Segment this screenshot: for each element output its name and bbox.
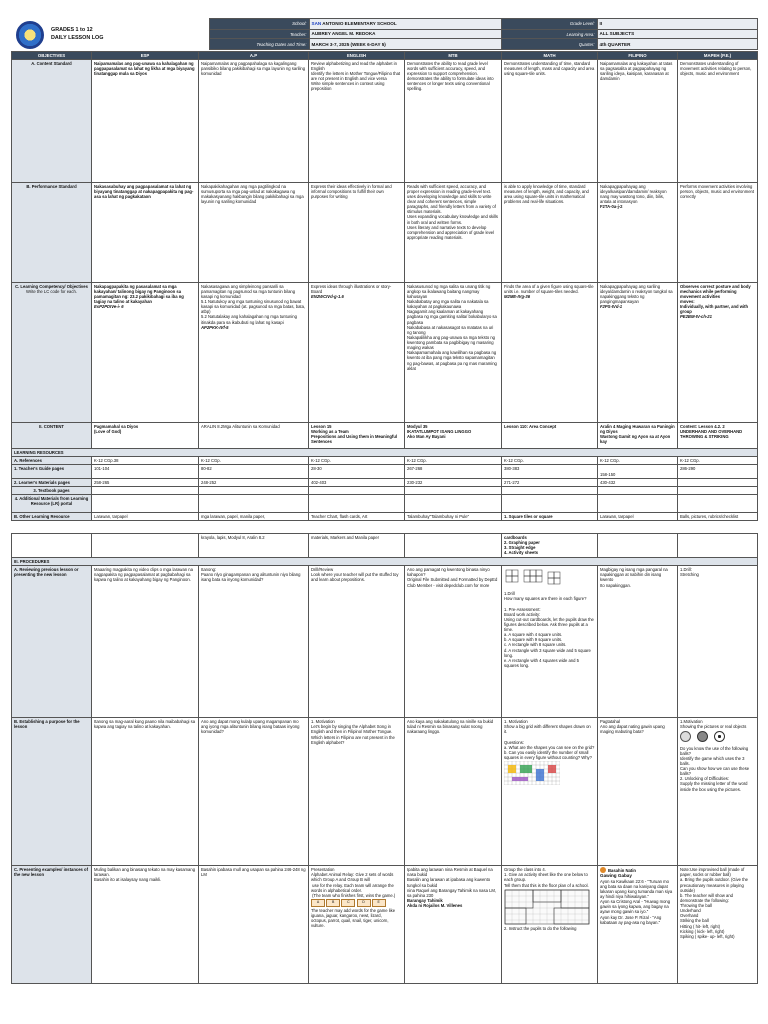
shapes-grid-figure [504,761,560,785]
deped-seal-cell [11,19,49,51]
cell-text: Gawing Gabay [600,873,632,879]
learning-resources-label: LEARNING RESOURCES [12,448,758,456]
squares-figure [504,568,564,590]
learning-resources-row [12,448,758,456]
lc-code: F2PS-IVd-1 [600,304,623,310]
story-title: Barangay Tahimik Akda ni Rojailos M. Villenes [407,897,463,908]
deped-seal-icon [16,21,44,49]
table-cell: 230-232 [405,478,502,486]
performance-standard-label: B. Performance Standard [12,182,92,282]
cell-text: 1.Drill How many squares are there in each figure? 1. Pre-Assessment: Board work activity: Using cut-out cardboards, let the pupils draw the figures described below. Ask three pupils at a time. a. A square with 4 square units. b. A square with 9 square units. c. A rectangle with 8 square units. d. A rectangle with 3 square wide and 5 square long. e. A rectangle with 4 squares wide and 5 squares long. [504,591,594,668]
table-cell [92,282,199,422]
presenting-label: C. Presenting examples/ instances of the new lesson [12,866,92,984]
lc-code: M2ME-IVg-36 [504,293,531,299]
cell-text: Group the class into 4. 1. Give an activity sheet like the one below to each group. Tell them that this is the floor plan of a school. [504,867,589,888]
table-cell: Drill/Review Look where your teacher will put the stuffed toy and learn about prepositions. [309,566,405,718]
textbook-label: 3. Textbook pages [12,487,92,495]
col-english: ENGLISH [309,51,405,59]
grade-label: Grade Level: [501,19,597,30]
area-label: Learning Area: [501,30,597,39]
dates-value: MARCH 3-7, 2025 (WEEK 6-DAY 5) [309,39,501,50]
references-label: A. References [12,456,92,464]
col-filipino: FILIPINO [598,51,678,59]
table-cell: 1.Drill: Stretching [678,566,758,718]
table-cell [405,866,502,984]
teacher-value: AUBREY ANGEL M. REDOKA [309,30,501,39]
cell-text: Nakapagpapahayag ang ideya/kaisipan/damdamin/ reaksyon nang may wastong tono, diin, bilis, antala at intonasyon [600,183,667,205]
column-header-row [12,51,758,59]
table-cell: ARALIN 8.2Mga Alituntunin sa Komunidad [199,422,309,448]
volleyball-icon [680,731,691,742]
col-esp: ESP [92,51,199,59]
table-cell: 248-252 [199,478,309,486]
table-cell: Talambuhay"Talambuhay ni Pule" [405,513,502,521]
cell-text: Ipabita ang larawan nina Resmin at Baquel na nasa bukid Basalin ang larawan at ipabasa ang kuwento tungkol sa bukid nina Raquel ang Barangay Tahimik na nasa LM, sa pahina 230 [407,867,497,898]
table-cell: 80-82 [199,464,309,478]
cell-text: Presentation Alphabet Animal Relay: Give 2 sets of words which Group A and Group B will use for the relay. Each team will arrange the words in alphabetical order. (The team who finishes first, wins the game.) [311,867,396,898]
table-cell: Ano ang dapat mong kulalp upang magampanan mo ang iyong mga alituntunin bilang isang bataas inyong komunidad? [199,718,309,866]
table-cell: materials, Markers and Manila paper [309,534,405,558]
table-cell: krayola, lapis, Modyul 8, Aralin 8.2 [199,534,309,558]
table-cell: Review alphabetizing and read the alphabet in English Identify the letters in Mother Tongue/Filipino that are not present in English and vice versa Write simple sentences in context using preposition [309,59,405,182]
table-cell: 286-290 [678,464,758,478]
table-cell: K-12 CGp. [199,456,309,464]
table-cell: 267-268 [405,464,502,478]
floor-plan-figure [504,889,590,925]
table-cell: K-12 CGp. [598,456,678,464]
page-one [11,18,757,521]
performance-standard-row [12,182,758,282]
additional-materials-row [12,495,758,513]
presenting-row [12,866,758,984]
table-cell: Demonstrates the ability to read grade level words with sufficient accuracy, speed, and expression to support comprehension. demonstrates the ability to formulate ideas into sentences or longer texts using conventional spelling. [405,59,502,182]
header-table [11,18,758,51]
table-cell: K-12 CGp. [678,456,758,464]
cell-text: The teacher may add words for the game like iguana, jaguar, kangaroo, newt, lizard, octopus, parrot, quail, snail, tiger, unicorn, vulture. [311,907,396,929]
table-cell: Itanong sa mag-aaral kung paano nila maibabahagi sa kapwa ang tagiay na talino at kakayahan. [92,718,199,866]
table-cell: Larawan, tarpapel [598,513,678,521]
purpose-row [12,718,758,866]
competency-row [12,282,758,422]
lc-code: F2TA-0a-j-2 [600,204,623,210]
balls-figure [680,731,755,743]
table-cell: is able to apply knowledge of time, standard measures of length, weight, and capacity, and area using square-tile units in mathematical problems and real-life situations. [502,182,598,282]
table-cell [678,478,758,486]
table-cell: K-12 CGp. [309,456,405,464]
table-cell: Lesson 110: Area Concept [502,422,598,448]
textbook-row [12,487,758,495]
learners-materials-row [12,478,758,486]
table-cell: Basahin ipabasa mull ang usapan sa pahina 246-248 ng LM [199,866,309,984]
competency-label: C. Learning Competency/ Objectives [15,283,88,289]
table-cell: K-12 CGp.38 [92,456,199,464]
dates-label: Teaching Dates and Time: [209,39,309,50]
log-title: DAILY LESSON LOG [51,34,104,41]
col-math: MATH [502,51,598,59]
table-cell: 101-104 [92,464,199,478]
references-row [12,456,758,464]
table-cell [598,182,678,282]
grade-value: II [597,19,757,30]
table-cell: 28-30 [309,464,405,478]
table-cell: cardboards 2. Graphing paper 3. Straight edge 4. Activity sheets [502,534,598,558]
alphabet-box: E [372,899,386,907]
document-title [49,19,209,51]
table-cell: Nakasusunod ng mga salita sa unang titik ng angkop sa ikalawang baitang nangmay kahusayan Nakababatay ang mga salita na nakatala sa kakayahan at pagkakaunawa Nagagamit ang kaalaman at kakayahang pagbasa ng mga gamiting salita/ bokabularyo sa pagbasa Nakababasa at nakasasagot sa matatas na uri ng tanong Nakapalilikha ang pag-unawa sa mga teksto ng kwentong pambata sa pagbibigay ng masaring maging wakas Nakapamamahala ang kawilihan sa pagbasa ng kwento at iba pang mga teksto sapamamagitan ng pag-bawas, at pagbasa pa ng mas maraming aklat [405,282,502,422]
col-ap: A.P [199,51,309,59]
table-cell: Express their ideas effectively in formal and informal compositions to fulfill their own purposes for writing [309,182,405,282]
alphabet-box: D [357,899,371,907]
teachers-guide-row [12,464,758,478]
area-value: ALL SUBJECTS [597,30,757,39]
table-cell: Performs movement activities involving person, objects, music and environment correctly [678,182,758,282]
table-cell: Naipamamalas ang pagpapahalaga sa kagalingang pansibiko bilang pakikibahagi sa mga layunin ng sariling komunidad [199,59,309,182]
teachers-guide-label: 1. Teacher's Guide pages [12,464,92,478]
other-resources-label: B. Other Learning Resource [12,513,92,521]
table-cell: Maaaring magpakita ng video clips o mga larawan na nagpapakita ng pagpapasalamat at pagbabahagi sa kapwa ng talino at kakayahang bigay ng Panginoon. [92,566,199,718]
table-cell: Magbigay ng isang mga pangaral na napakinggan at nabihin din isang kwento Ito napakinggan. [598,566,678,718]
table-cell [309,866,405,984]
table-cell [309,282,405,422]
lc-code: EN2WCIVd-g-1.6 [311,293,344,299]
table-cell [598,282,678,422]
table-cell: K-12 CGp. [502,456,598,464]
lc-code: EsP2PDIVe-i- 6 [94,304,124,310]
cell-text: Observes correct posture and body mechanics while performing movement activities moves: Individually, with partner, and with group [680,283,751,315]
alphabet-box: B [326,899,340,907]
table-cell: Demonstrates understanding of movement activities relating to person, objects, music and environment [678,59,758,182]
content-row [12,422,758,448]
table-cell: Teacher Chart, flash cards, Art [309,513,405,521]
table-cell [598,866,678,984]
table-cell: Nakapakikahagahan ang mga pagtilingkod na sumusuporta sa mga pag-unlad at nakakagawa ng makakasyanang hakbangin bilang pakikibahagi sa mga layunin ng sariling komunidad [199,182,309,282]
table-cell [678,718,758,866]
procedures-row [12,558,758,566]
table-cell: Lesson 15 Working as a Team Prepositions and Using them in Meaningful Sentences [309,422,405,448]
additional-materials-label: 4. Additional Materials from Learning Resource (LR) portal [12,495,92,513]
table-cell: 1. Motivation Let's begin by singing the Alphabet Song in English and then in Filipino/ Mother Tongue. Which letters in Filipino are not present in the English alphabet? [309,718,405,866]
cell-text: Nakasasagawa ang simpleinong pansarili sa pamamagitan ng pagsunod sa mga tuntunin bilang kasapi ng komunidad 5.1 Natutukoy ang mga tuntuning sinusunod ng bawat kasapi sa komunidad (at. pagsunod sa mga batas, bata, atbp) 5.2 Natutalakay ang kahalagahan ng mga tuntuning itinakda para sa ikabubuti ng lahat ng kasapi [201,283,306,325]
other-resources-row [12,513,758,521]
cell-text: Do you know the use of the following balls? Identify the game which uses the 3 balls. Can you show how we can use these balls? 2. Unlocking of Difficulties: Supply the missing letter of the word inside the box using the pictures. [680,745,750,792]
table-cell: Pagtatahal Ano ang dapat nating gawin upang maging mabuting bata? [598,718,678,866]
lc-code: AP2PKK-IVf-5 [201,324,229,330]
table-cell: 158-150 [598,464,678,478]
table-cell [199,282,309,422]
teacher-label: Teacher: [209,30,309,39]
table-cell: mga larawan, papel, manila paper, [199,513,309,521]
table-cell: Ano ang pamagat ng kwentong binasa ninyo kahapon? Original File Submitted and Formatted by DepEd Club Member - visit depedclub.com for more [405,566,502,718]
table-cell: Reads with sufficient speed, accuracy, and proper expression in reading grade-level text. uses developing knowledge and skills to write clear and coherent sentences, simple paragraphs, and friendly letters from a variety of stimulus materials. Uses expanding vocabulary knowledge and skills in both oral and written forms. Uses literary and narrative texts to develop comprehension and appreciation of grade level appropriate reading materials. [405,182,502,282]
table-cell: 380-383 [502,464,598,478]
purpose-label: B. Establishing a purpose for the lesson [12,718,92,866]
table-cell [502,866,598,984]
competency-sublabel: Write the LC code for each. [26,288,77,294]
table-cell: Larawan, tarpapel [92,513,199,521]
school-prefix: SAN [311,21,322,27]
table-cell [502,566,598,718]
procedures-label: III. PROCEDURES [12,558,758,566]
soccer-ball-icon [714,731,725,742]
table-cell: 430-432 [598,478,678,486]
reviewing-label: A. Reviewing previous lesson or presenting the new lesson [12,566,92,718]
table-cell: Modyul 35 IKATATLUMPOT ISANG LINGGO Ako Man Ay Bayani [405,422,502,448]
table-cell [502,718,598,866]
table-cell: Ano kaya ang nakakatulong na ninille sa bukid tulad ni Resmin sa binasang sulat noong nakaraang linggo. [405,718,502,866]
col-objectives: OBJECTIVES [12,51,92,59]
cell-text: Nakapagpapakita ng pasasalamat sa mga kakayahan/ talinong bigay ng Panginoon sa pamamagitan ng: 23.2 pakikibahagi sa iba ng tagiay na talino at kakayahan [94,283,184,305]
quarter-value: 4th QUARTER [597,39,757,50]
lc-code: PE2BM-IV-ch-21 [680,314,712,320]
cell-text: 1.Motivation Showing the pictures or real objects [680,719,747,730]
cell-text: 2. Instruct the pupils to do the following [504,925,577,931]
table-cell: Naipamamalas ang kakayahan at tatas sa pagsasalita at pagpapahayag ng sariling ideya, kaisipan, karanasan at damdamin [598,59,678,182]
table-cell: Naipamamalas ang pag-unawa sa kahalagahan ng pagpapasalamat sa lahat ng likha at mga biyayang tinatanggap mula sa Diyos [92,59,199,182]
alphabet-box: C [341,899,355,907]
school-label: School: [209,19,309,30]
table-cell: Note:Use improvised ball (made of paper, socks or rubber ball) a. Bring the pupils outdoor. (Give the precautionary measures in playing outside) b. The teacher will show and demonstrate the following: Throwing the ball Underhand Overhand Striking the ball Hitting ( hit- left, right) Kicking ( kick- left, right) Spiking ( spike- up- left, right) [678,866,758,984]
school-name: ANTONIO ELEMENTARY SCHOOL [321,21,397,27]
alphabet-boxes [311,899,402,907]
page-two [11,533,757,984]
table-cell: Content: Lesson 4.2. 2 UNDERHAND AND OVERHAND THROWING & STRIKING [678,422,758,448]
content-standard-row [12,59,758,182]
table-cell: Balls, pictures, rubrics/checklist [678,513,758,521]
table-cell: 1. Square tiles or square [502,513,598,521]
table-cell: Pagmamahal sa Diyos (Love of God) [92,422,199,448]
grades-label: GRADES 1 to 12 [51,27,93,34]
table-cell [502,282,598,422]
alphabet-box: A [311,899,325,907]
cell-text: Express ideas through illustrations or story-Board [311,283,392,294]
school-value [309,19,501,30]
other-resources-continued-row [12,534,758,558]
reviewing-row [12,566,758,718]
cell-text: 1. Motivation Show a big grid with different shapes drawn on it. Questions: a. What are the shapes you can see on the grid? b. Can you easily identify the number of small squares in every figure without counting? Why? [504,719,595,760]
cell-text: Nakapagpapahayag ang sariling ideya/damdamin o reaksyon tungkol sa napakinggang teksto ng pangingmapansayan [600,283,673,305]
content-label: II. CONTENT [12,422,92,448]
table-cell: 258-265 [92,478,199,486]
learners-materials-label: 2. Learner's Materials pages [12,478,92,486]
competency-label-cell [12,282,92,422]
reading-badge-label: Basahin Natin [608,867,636,873]
table-cell: Muling balikan ang binasang tekato na may kasamang larawan. Basahin ito at isalaysay nang maikli. [92,866,199,984]
table-cell: K-12 CGp. [405,456,502,464]
quarter-label: Quarter: [501,39,597,50]
col-mapeh: MAPEH (P.E.) [678,51,758,59]
table-cell: Itanong: Paano nlyo ginagampanan ang alituntunin niyo bilang isang bata sa inyong komunidad? [199,566,309,718]
table-cell: Aralin 4 Maging Huwaran sa Paningin ng Diyos Wastong Gamit ng Ayon sa at Ayon kay [598,422,678,448]
table-cell: 271-272 [502,478,598,486]
col-mtb: MTB [405,51,502,59]
table-cell [678,282,758,422]
table-cell: Nakasasabuhay ang pagpapasalamat sa lahat ng biyayang tinatanggap at nakapagpapakita ng pag-asa sa lahat ng pagkakataon [92,182,199,282]
cell-text: Ayon sa Kawikaan 22:6 - "Turuan mo ang bata sa daan na kaniyang dapat lakaran upang kung tumanda man siya ay hindi niya hihiwalayan." Ayon sa Cristong Aral - "Huwag mong gawin sa iyong kapwa, ang bagay na ayaw mong gawin sa iyo." Ayon kay Dr. Jose P. Rizal - "Ang kabataan ay pag-asa ng bayan." [600,878,673,925]
table-cell: 402-403 [309,478,405,486]
basketball-icon [697,731,708,742]
cell-text: Finds the area of a given figure using square-tile units i.e. number of square-tiles needed. [504,283,594,294]
dll-table-page1 [11,51,758,522]
dll-table-page2 [11,533,758,984]
table-cell: Demonstrates understanding of time, standard measures of length, mass and capacity and area using square-tile units. [502,59,598,182]
content-standard-label: A. Content Standard [12,59,92,182]
